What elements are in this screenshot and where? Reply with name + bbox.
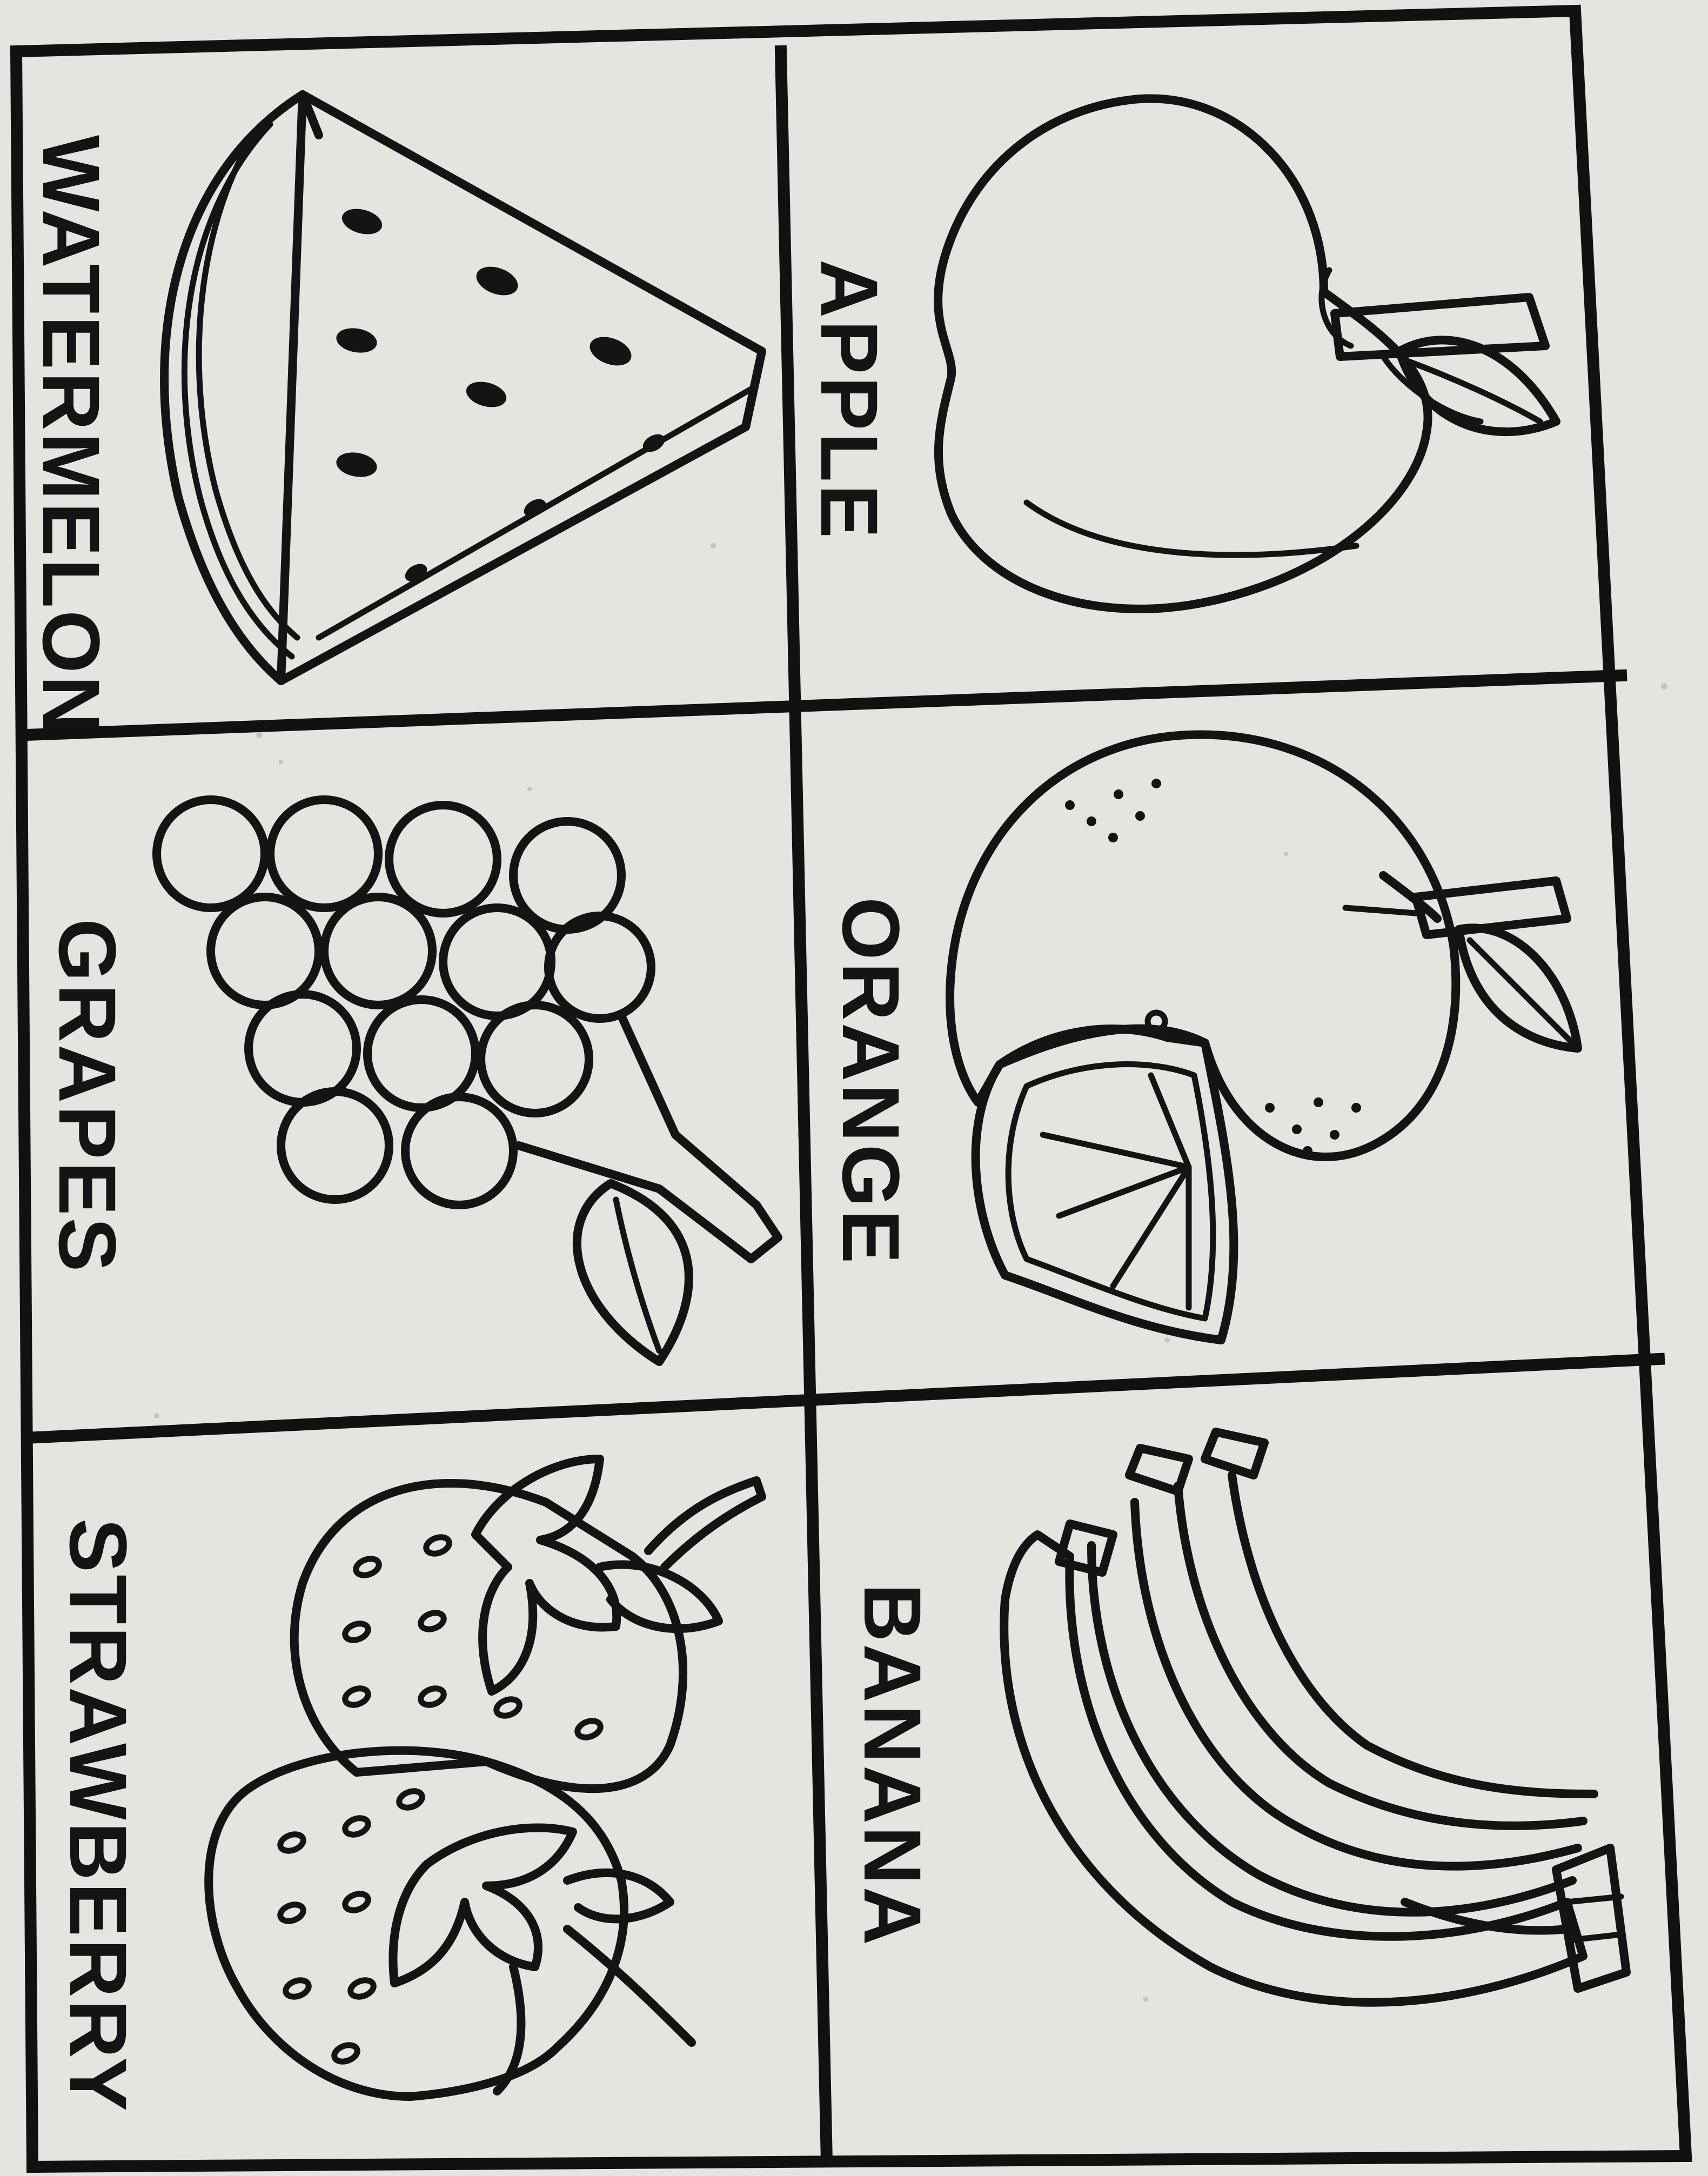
label-grapes: GRAPES xyxy=(42,919,133,1274)
label-apple: APPLE xyxy=(804,259,895,541)
watermelon-drawing xyxy=(164,95,762,681)
label-strawberry: STRAWBERRY xyxy=(53,1518,144,2114)
grid-row-divider-2 xyxy=(38,1359,1659,1437)
label-watermelon: WATERMELON xyxy=(26,135,117,737)
label-banana: BANANA xyxy=(847,1583,938,1947)
apple-drawing xyxy=(938,98,1556,608)
strawberry-drawing xyxy=(209,1459,762,2097)
orange-drawing xyxy=(950,735,1578,1340)
label-orange: ORANGE xyxy=(826,897,916,1266)
grid-row-divider-1 xyxy=(27,675,1621,735)
grapes-drawing xyxy=(157,800,778,1362)
banana-drawing xyxy=(1004,1432,1626,2003)
